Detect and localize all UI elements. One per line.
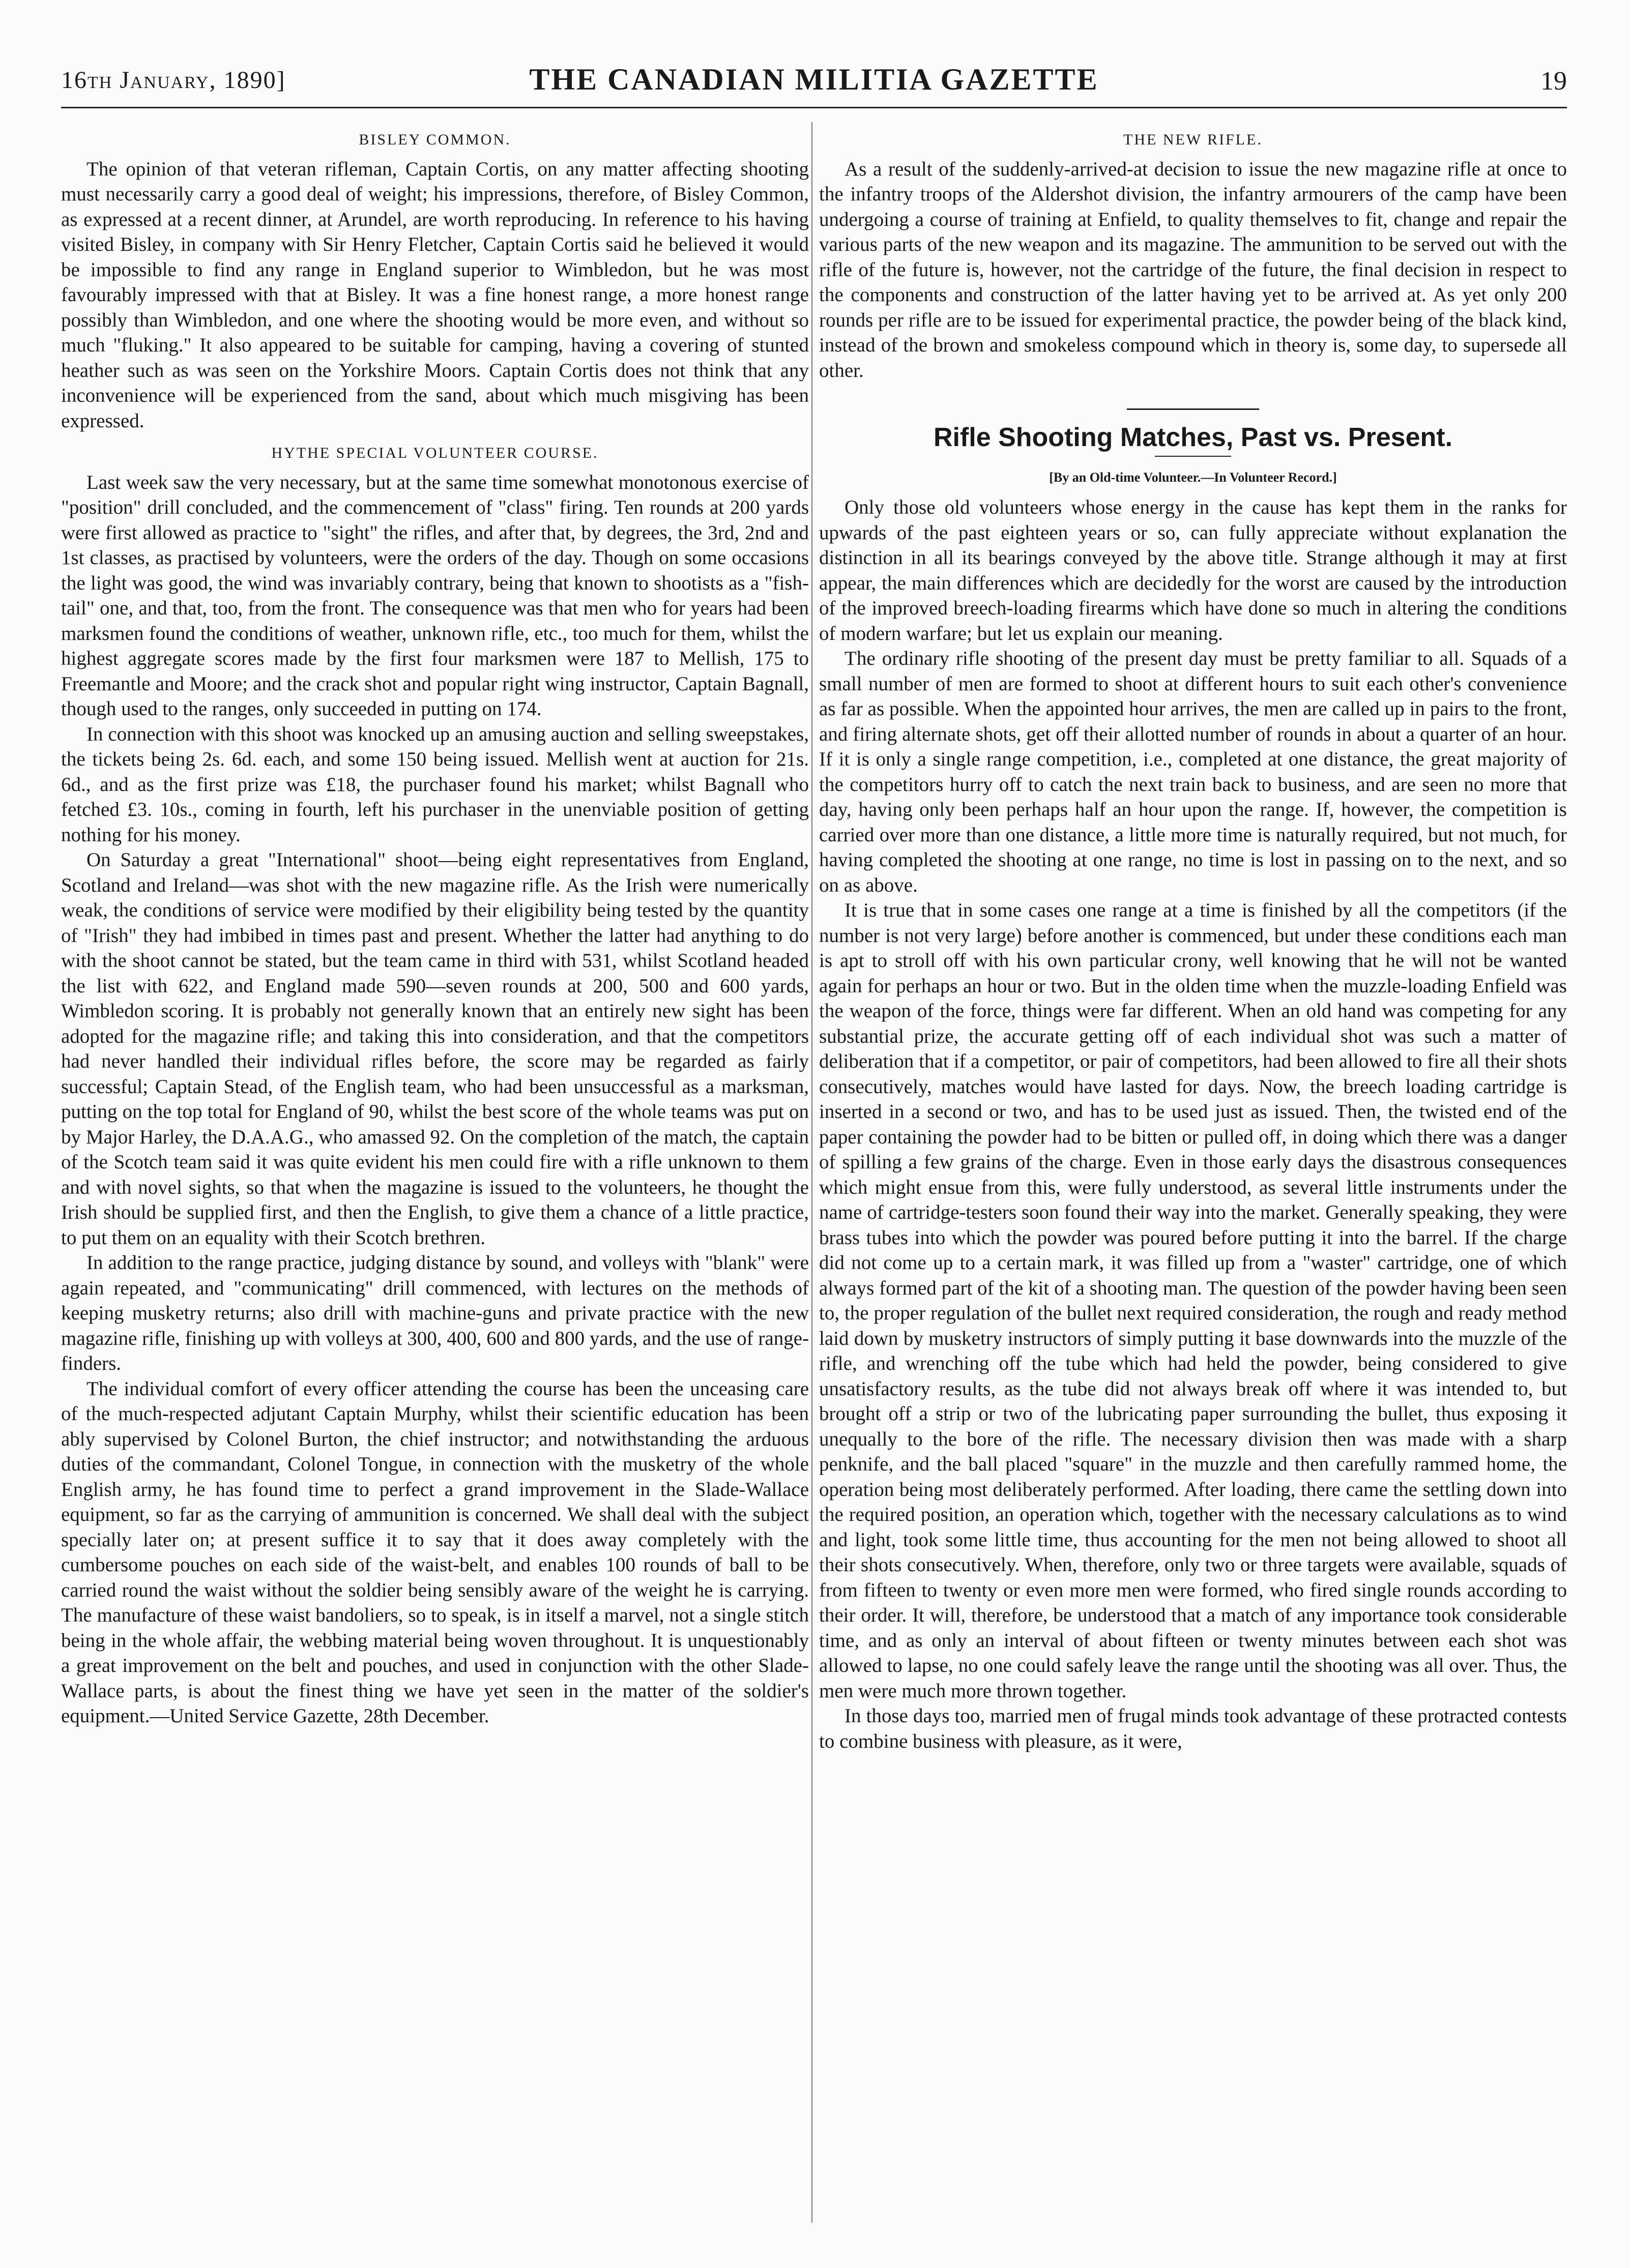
hythe-paragraph: In connection with this shoot was knocked up an amusing auction and selling sweepstakes, the tickets being 2s. 6d. each, and some 150 being issued. Mellish went at auction for 21s. 6d., and as the first prize was £18, the purchaser found his market; whilst Bagnall who fetched £3. 10s., coming in fourth, left his purchaser in the unenviable position of getting nothing for his money.	[61, 723, 809, 846]
bisley-heading: BISLEY COMMON.	[359, 131, 511, 148]
matches-paragraph: The ordinary rifle shooting of the present day must be pretty familiar to all. Squads of a small number of men are formed to shoot at different hours to suit each other's convenience as far as possible. When the appointed hour arrives, the men are called up in pairs to the front, and firing alternate shots, get off their allotted number of rounds in about a quarter of an hour. If it is only a single range competition, i.e., completed at one distance, the great majority of the competitors hurry off to catch the next train back to business, and are seen no more that day, having only been perhaps half an hour upon the range. If, however, the competition is carried over more than one distance, a little more time is naturally required, but not much, for having completed the shooting at one range, no time is lost in passing on to the next, and so on as above.	[819, 647, 1567, 896]
page-header	[61, 63, 1567, 108]
hythe-paragraph: On Saturday a great "International" shoot—being eight representatives from England, Scotland and Ireland—was shot with the new magazine rifle. As the Irish were numerically weak, the conditions of service were modified by their eligibility being tested by the quantity of "Irish" they had imbibed in times past and present. Whether the latter had anything to do with the shoot cannot be stated, but the team came in third with 531, whilst Scotland headed the list with 622, and England made 590—seven rounds at 200, 500 and 600 yards, Wimbledon scoring. It is probably not generally known that an entirely new sight has been adopted for the magazine rifle; and taking this into consideration, and that the competitors had never handled their individual rifles before, the score may be regarded as fairly successful; Captain Stead, of the English team, who had been unsuccessful as a marksman, putting on the top total for England of 90, whilst the best score of the whole teams was put on by Major Harley, the D.A.A.G., who amassed 92. On the completion of the match, the captain of the Scotch team said it was quite evident his men could fire with a rifle unknown to them and with novel sights, so that when the magazine is issued to the volunteers, he thought the Irish should be supplied first, and then the English, to give them a chance of a little practice, to put them on an equality with their Scotch brethren.	[61, 849, 809, 1249]
heading-rule	[1155, 456, 1231, 457]
matches-byline: [By an Old-time Volunteer.—In Volunteer Record.]	[1049, 469, 1337, 485]
section-rule	[1127, 408, 1259, 410]
issue-date: 16th January, 1890]	[61, 67, 286, 94]
new-rifle-paragraph: As a result of the suddenly-arrived-at decision to issue the new magazine rifle at once to the infantry troops of the Aldershot division, the infantry armourers of the camp have been undergoing a course of training at Enfield, to quality themselves to fit, change and repair the various parts of the new weapon and its magazine. The ammunition to be served out with the rifle of the future is, however, not the cartridge of the future, the final decision in respect to the components and construction of the latter having yet to be arrived at. As yet only 200 rounds per rifle are to be issued for experimental practice, the powder being of the black kind, instead of the brown and smokeless compound which in theory is, some day, to supersede all other.	[819, 158, 1567, 381]
hythe-paragraph: The individual comfort of every officer attending the course has been the unceasing care of the much-respected adjutant Captain Murphy, whilst their scientific education has been ably supervised by Colonel Burton, the chief instructor; and notwithstanding the arduous duties of the commandant, Colonel Tongue, in connection with the musketry of the whole English army, he has found time to perfect a grand improvement in the Slade-Wallace equipment, so far as the carrying of ammunition is concerned. We shall deal with the subject specially later on; at present suffice it to say that it does away completely with the cumbersome pouches on each side of the waist-belt, and enables 100 rounds of ball to be carried round the waist without the soldier being sensibly aware of the weight he is carrying. The manufacture of these waist bandoliers, so to speak, is in itself a marvel, not a single stitch being in the whole affair, the webbing material being woven throughout. It is unquestionably a great improvement on the belt and pouches, and used in conjunction with the other Slade-Wallace parts, is about the finest thing we have yet seen in the matter of the soldier's equipment.—United Service Gazette, 28th December.	[61, 1377, 809, 1727]
matches-paragraph: In those days too, married men of frugal minds took advantage of these protracted contests to combine business with pleasure, as it were,	[819, 1705, 1567, 1752]
bisley-paragraph: The opinion of that veteran rifleman, Captain Cortis, on any matter affecting shooting must necessarily carry a good deal of weight; his impressions, therefore, of Bisley Common, as expressed at a recent dinner, at Arundel, are worth reproducing. In reference to his having visited Bisley, in company with Sir Henry Fletcher, Captain Cortis said he believed it would be impossible to find any range in England superior to Wimbledon, but he was most favourably impressed with that at Bisley. It was a fine honest range, a more honest range possibly than Wimbledon, and one where the shooting would be more even, and without so much "fluking." It also appeared to be suitable for camping, having a covering of stunted heather such as was seen on the Yorkshire Moors. Captain Cortis does not think that any inconvenience will be experienced from the sand, about which much misgiving has been expressed.	[61, 158, 809, 432]
hythe-paragraph: In addition to the range practice, judging distance by sound, and volleys with "blank" were again repeated, and "communicating" drill commenced, with lectures on the methods of keeping musketry returns; also drill with machine-guns and private practice with the new magazine rifle, finishing up with volleys at 300, 400, 600 and 800 yards, and the use of range-finders.	[61, 1252, 809, 1374]
column-divider	[811, 122, 812, 2223]
hythe-paragraph: Last week saw the very necessary, but at the same time somewhat monotonous exercise of "position" drill concluded, and the commencement of "class" firing. Ten rounds at 200 yards were first allowed as practice to "sight" the rifles, and after that, by degrees, the 3rd, 2nd and 1st classes, as practised by volunteers, were the orders of the day. Though on some occasions the light was good, the wind was invariably contrary, being that known to shootists as a "fish-tail" one, and that, too, from the front. The consequence was that men who for years had been marksmen found the conditions of weather, unknown rifle, etc., too much for them, whilst the highest aggregate scores made by the first four marksmen were 187 to Mellish, 175 to Freemantle and Moore; and the crack shot and popular right wing instructor, Captain Bagnall, though used to the ranges, only succeeded in putting on 174.	[61, 471, 809, 720]
right-column	[819, 127, 1567, 1754]
matches-paragraph: Only those old volunteers whose energy in the cause has kept them in the ranks for upwards of the past eighteen years or so, can fully appreciate without explanation the distinction in all its bearings conveyed by the above title. Strange although it may at first appear, the main differences which are decidedly for the worst are caused by the introduction of the improved breech-loading firearms which have done so much in altering the conditions of modern warfare; but let us explain our meaning.	[819, 496, 1567, 644]
left-column	[61, 127, 809, 1729]
new-rifle-heading: THE NEW RIFLE.	[1123, 131, 1263, 148]
matches-heading: Rifle Shooting Matches, Past vs. Present.	[933, 423, 1453, 452]
hythe-heading: HYTHE SPECIAL VOLUNTEER COURSE.	[271, 445, 599, 461]
matches-paragraph: It is true that in some cases one range at a time is finished by all the competitors (if the number is not very large) before another is commenced, but under these conditions each man is apt to stroll off with his own particular crony, well knowing that he will not be wanted again for perhaps an hour or two. But in the olden time when the muzzle-loading Enfield was the weapon of the force, things were far different. When an old hand was competing for any substantial prize, the accurate getting off of each individual shot was such a matter of deliberation that if a competitor, or pair of competitors, had been allowed to fire all their shots consecutively, matches would have lasted for days. Now, the breech loading cartridge is inserted in a second or two, and has to be used just as issued. Then, the twisted end of the paper containing the powder had to be bitten or pulled off, in doing which there was a danger of spilling a few grains of the charge. Even in those early days the disastrous consequences which might ensue from this, were fully understood, as several little instruments under the name of cartridge-testers soon found their way into the market. Generally speaking, they were brass tubes into which the powder was poured before putting it into the barrel. If the charge did not come up to a certain mark, it was filled up from a "waster" cartridge, one of which always formed part of the kit of a shooting man. The question of the powder having been seen to, the proper regulation of the bullet next required consideration, the rough and ready method laid down by musketry instructors of simply putting it base downwards into the muzzle of the rifle, and wrenching off the tube which had held the powder, being considered to give unsatisfactory results, as the tube did not always break off where it was intended to, but brought off a strip or two of the lubricating paper surrounding the bullet, thus exposing it unequally to the bore of the rifle. The necessary division then was made with a sharp penknife, and the ball placed "square" in the muzzle and then carefully rammed home, the operation being most deliberately performed. After loading, there came the settling down into the required position, an operation which, together with the necessary calculations as to wind and light, took some little time, thus accounting for the men not being allowed to shoot all their shots consecutively. When, therefore, only two or three targets were available, squads of from fifteen to twenty or even more men were formed, who fired single rounds according to their order. It will, therefore, be understood that a match of any importance took considerable time, and as only an interval of about fifteen or twenty minutes between each shot was allowed to lapse, no one could safely leave the range until the shooting was all over. Thus, the men were much more thrown together.	[819, 899, 1567, 1702]
masthead-title: THE CANADIAN MILITIA GAZETTE	[529, 63, 1099, 96]
page-number: 19	[1540, 67, 1567, 96]
